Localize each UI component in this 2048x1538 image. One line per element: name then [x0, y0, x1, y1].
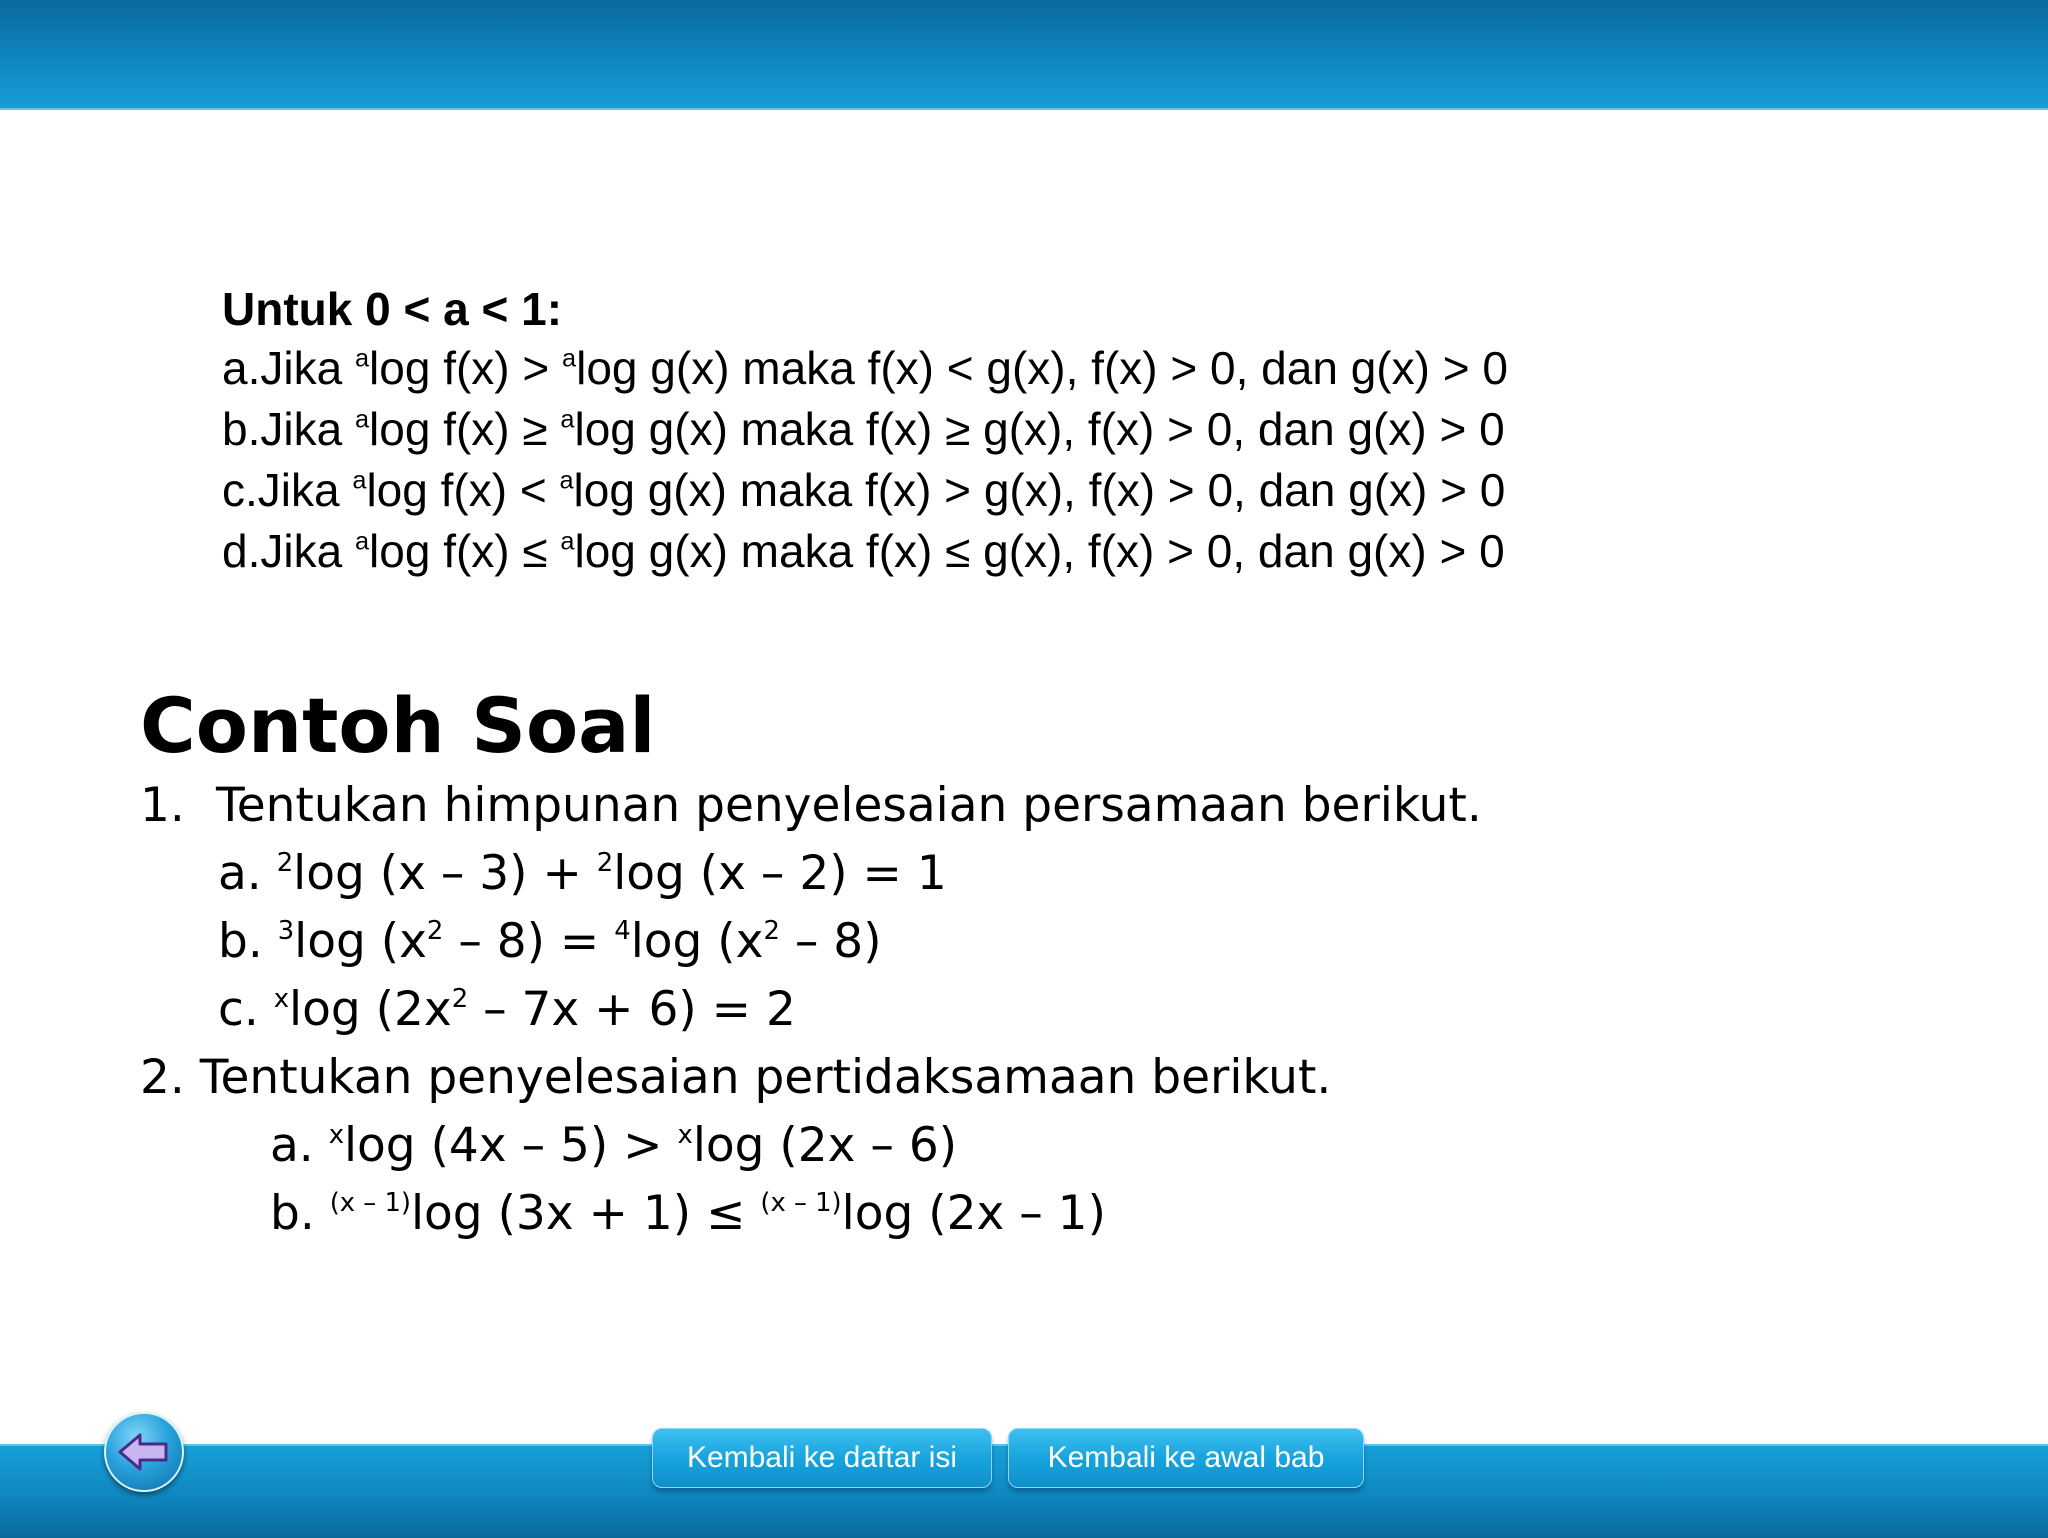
question-1b: b. $^3$log $(x^2 - 8) = ^4\log$ $(x^2 - 8)$ [218, 914, 882, 969]
question-1: 1. Tentukan himpunan penyelesaian persamaan berikut. [140, 778, 1482, 833]
rules-title: Untuk 0 < a < 1: [222, 283, 563, 335]
example-section [140, 680, 1482, 1248]
rule-c: c.Jika $^a$log f(x) < $^a$log g(x) maka f(x) > g(x), f(x) > 0, dan g(x) > 0 [222, 464, 1506, 516]
back-to-toc-button[interactable]: Kembali ke daftar isi [652, 1428, 992, 1488]
section-title: Contoh Soal [140, 681, 656, 770]
question-2: 2. Tentukan penyelesaian pertidaksamaan berikut. [140, 1050, 1332, 1105]
question-2b: b. $^{(x - 1)}$log (3x + 1) ≤ $^{(x - 1)}$log (2x – 1) [270, 1186, 1106, 1241]
rule-d: d.Jika $^a$log f(x) ≤ $^a$log g(x) maka f(x) ≤ g(x), f(x) > 0, dan g(x) > 0 [222, 525, 1505, 577]
header-bar [0, 0, 2048, 110]
question-2a: a. $^x$log (4x – 5) > $^x$log (2x – 6) [270, 1118, 958, 1173]
question-1c: c. $^x$log $(2x^2 - 7x + 6) = 2$ [218, 982, 796, 1037]
back-to-chapter-button[interactable]: Kembali ke awal bab [1008, 1428, 1364, 1488]
question-1a: a. $^2$log (x – 3) + $^2$log (x – 2) = 1 [218, 846, 947, 901]
rule-b: b.Jika $^a$log f(x) ≥ $^a$log g(x) maka f(x) ≥ g(x), f(x) > 0, dan g(x) > 0 [222, 403, 1505, 455]
rule-a: a.Jika $^a$log f(x) > $^a$log g(x) maka f(x) < g(x), f(x) > 0, dan g(x) > 0 [222, 342, 1508, 394]
rules-block [222, 280, 1508, 582]
arrow-left-icon [118, 1432, 170, 1472]
back-button[interactable] [104, 1412, 184, 1492]
